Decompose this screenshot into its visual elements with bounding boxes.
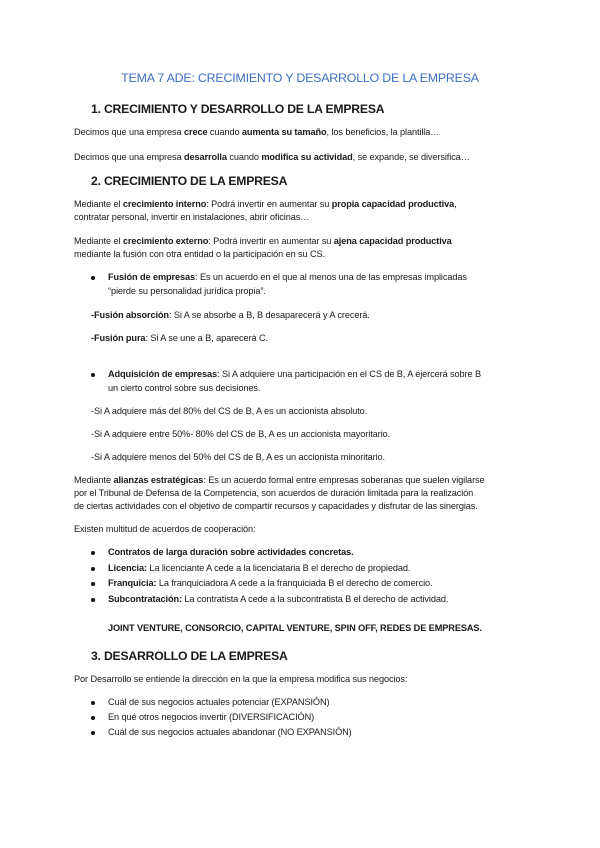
- adquisicion-minoritario: -Si A adquiere menos del 50% del CS de B, A es un accionista minoritario.: [91, 452, 386, 462]
- alianzas-line2: por el Tribunal de Defensa de la Competencia, son acuerdos de duración limitada para la realización: [74, 488, 474, 498]
- paragraph-desarrolla: Decimos que una empresa desarrolla cuando modifica su actividad, se expande, se diversifica…: [74, 152, 470, 162]
- bullet-icon: [91, 731, 95, 735]
- adquisicion-mayoritario: -Si A adquiere entre 50%- 80% del CS de B, A es un accionista mayoritario.: [91, 429, 391, 439]
- bullet-icon: [91, 373, 95, 377]
- paragraph-interno-line1: Mediante el crecimiento interno: Podrá invertir en aumentar su propia capacidad productiva,: [74, 199, 457, 209]
- desarrollo-item-diversificacion: En qué otros negocios invertir (DIVERSIFICACIÓN): [108, 712, 315, 722]
- paragraph-externo-line1: Mediante el crecimiento externo: Podrá invertir en aumentar su ajena capacidad productiva: [74, 236, 452, 246]
- bullet-icon: [91, 716, 95, 720]
- acuerdo-contratos: Contratos de larga duración sobre actividades concretas.: [108, 547, 354, 557]
- acuerdo-subcontratacion: Subcontratación: La contratista A cede a la subcontratista B el derecho de actividad.: [108, 594, 449, 604]
- acuerdos-intro: Existen multitud de acuerdos de cooperación:: [74, 524, 256, 534]
- alianzas-line3: de ciertas actividades con el objetivo de compartir recursos y capacidades y disfrutar de las sinergias.: [74, 501, 478, 511]
- bullet-icon: [91, 567, 95, 571]
- bullet-icon: [91, 276, 95, 280]
- bullet-icon: [91, 582, 95, 586]
- paragraph-externo-line2: mediante la fusión con otra entidad o la participación en su CS.: [74, 249, 326, 259]
- fusion-line1: Fusión de empresas: Es un acuerdo en el que al menos una de las empresas implicadas: [108, 272, 467, 282]
- section-3-heading: 3. DESARROLLO DE LA EMPRESA: [91, 649, 288, 663]
- alianzas-line1: Mediante alianzas estratégicas: Es un acuerdo formal entre empresas soberanas que suelen vigilarse: [74, 475, 485, 485]
- desarrollo-item-no-expansion: Cuál de sus negocios actuales abandonar (NO EXPANSIÓN): [108, 727, 352, 737]
- paragraph-interno-line2: contratar personal, invertir en instalaciones, abrir oficinas…: [74, 212, 310, 222]
- bullet-icon: [91, 551, 95, 555]
- paragraph-crece: Decimos que una empresa crece cuando aumenta su tamaño, los beneficios, la plantilla…: [74, 127, 440, 137]
- adquisicion-absoluto: -Si A adquiere más del 80% del CS de B, A es un accionista absoluto.: [91, 406, 368, 416]
- adquisicion-line2: un cierto control sobre sus decisiones.: [108, 383, 261, 393]
- desarrollo-intro: Por Desarrollo se entiende la dirección en la que la empresa modifica sus negocios:: [74, 674, 408, 684]
- bullet-icon: [91, 598, 95, 602]
- document-title: TEMA 7 ADE: CRECIMIENTO Y DESARROLLO DE LA EMPRESA: [121, 71, 479, 85]
- adquisicion-line1: Adquisición de empresas: Si A adquiere una participación en el CS de B, A ejercerá sobre B: [108, 369, 482, 379]
- section-1-heading: 1. CRECIMIENTO Y DESARROLLO DE LA EMPRESA: [91, 102, 385, 116]
- section-2-heading: 2. CRECIMIENTO DE LA EMPRESA: [91, 174, 288, 188]
- fusion-absorcion: -Fusión absorción: Si A se absorbe a B, B desaparecerá y A crecerá.: [91, 310, 370, 320]
- desarrollo-item-expansion: Cuál de sus negocios actuales potenciar (EXPANSIÓN): [108, 697, 330, 707]
- bullet-icon: [91, 701, 95, 705]
- acuerdo-licencia: Licencia: La licenciante A cede a la licenciataria B el derecho de propiedad.: [108, 563, 411, 573]
- acuerdo-franquicia: Franquicia: La franquiciadora A cede a la franquiciada B el derecho de comercio.: [108, 578, 433, 588]
- fusion-line2: “pierde su personalidad jurídica propia”.: [108, 286, 266, 296]
- joint-venture-list: JOINT VENTURE, CONSORCIO, CAPITAL VENTURE, SPIN OFF, REDES DE EMPRESAS.: [108, 623, 482, 633]
- fusion-pura: -Fusión pura: Si A se une a B, aparecerá C.: [91, 333, 268, 343]
